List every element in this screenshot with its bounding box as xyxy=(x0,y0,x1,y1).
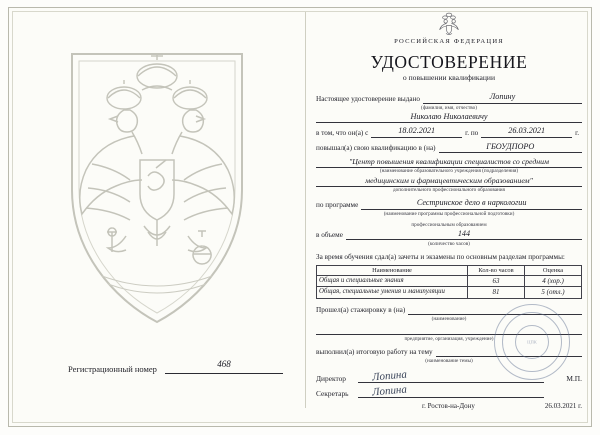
patronymic-row xyxy=(316,112,582,124)
volume-label: в объеме xyxy=(316,231,343,239)
seal-label: М.П. xyxy=(566,374,582,383)
organization-caption-2: дополнительного профессионального образования xyxy=(393,187,505,193)
final-work-field xyxy=(436,346,582,358)
period-year-label: г. xyxy=(575,128,579,137)
program-row xyxy=(316,198,582,210)
registration-number-label: Регистрационный номер xyxy=(68,364,157,374)
issue-date-value: 26.03.2021 г. xyxy=(544,402,582,410)
period-to-label: г. по xyxy=(465,128,479,137)
internship-caption: предприятие, организация, учреждение) xyxy=(404,335,494,342)
program-field xyxy=(361,198,582,210)
qualification-row xyxy=(316,142,582,154)
qualification-label: повышал(а) свою квалификацию в (на) xyxy=(316,144,436,152)
document-title: УДОСТОВЕРЕНИЕ xyxy=(370,52,528,72)
stamp-center-text: ЦПК xyxy=(527,339,537,345)
director-label: Директор xyxy=(316,374,346,383)
internship-caption-top: (наименование) xyxy=(431,316,467,322)
director-row xyxy=(316,368,582,384)
organization-short-value: ГБОУДПОРО xyxy=(486,141,535,151)
organization-line-2: медицинским и фармацевтическим образованием" xyxy=(316,175,582,187)
volume-row xyxy=(316,229,582,241)
document-body xyxy=(316,92,582,410)
volume-caption: (количество часов) xyxy=(428,241,470,247)
volume-field xyxy=(346,229,582,241)
organization-short-field xyxy=(439,142,582,154)
small-eagle-emblem-icon xyxy=(438,12,460,36)
volume-caption-top: профессиональным образованием xyxy=(411,221,487,228)
panel-divider xyxy=(305,12,306,408)
internship-row-2 xyxy=(316,323,582,335)
city-date-row xyxy=(316,401,582,410)
surname-caption: (фамилия, имя, отчество) xyxy=(421,104,477,111)
director-signature-line xyxy=(358,368,544,384)
registration-number-row xyxy=(68,354,283,374)
issued-to-value: Лопину xyxy=(489,92,516,101)
patronymic-value: Николаю Николаевичу xyxy=(410,111,488,121)
period-from-label: в том, что он(а) с xyxy=(316,128,369,137)
period-to-field xyxy=(481,126,572,138)
exam-note: За время обучения сдал(а) зачеты и экзамены по основным разделам программы: xyxy=(316,253,565,261)
city-spacer xyxy=(316,401,358,410)
city-value: г. Ростов-на-Дону xyxy=(422,402,475,410)
marks-row-1-hours: 63 xyxy=(468,275,525,287)
director-signature: Лопина xyxy=(371,368,408,384)
period-from-value: 18.02.2021 xyxy=(398,126,436,135)
program-value: Сестринское дело в наркологии xyxy=(416,198,527,207)
marks-row-2-hours: 81 xyxy=(468,287,525,299)
marks-header-hours: Кол-во часов xyxy=(468,265,525,275)
final-work-label: выполнил(а) итоговую работу на тему xyxy=(316,348,433,356)
secretary-label: Секретарь xyxy=(316,389,349,398)
internship-label: Прошел(а) стажировку в (на) xyxy=(316,306,406,314)
internship-field xyxy=(408,304,582,316)
marks-table-header-row xyxy=(317,265,582,275)
period-to-value: 26.03.2021 xyxy=(508,126,546,135)
marks-row-1-mark: 4 (хор.) xyxy=(525,275,582,287)
registration-number-value: 468 xyxy=(217,359,231,369)
marks-row-1-name: Общая и специальные знания xyxy=(317,275,468,287)
table-row xyxy=(317,287,582,299)
issued-to-row xyxy=(316,92,582,104)
secretary-signature-line xyxy=(358,383,544,399)
marks-header-name: Наименование xyxy=(317,265,468,275)
secretary-signature: Лопина xyxy=(371,383,408,399)
marks-table xyxy=(316,265,582,299)
organization-caption-1: (наименование образовательного учреждения (подразделения) xyxy=(379,168,519,174)
program-label: по программе xyxy=(316,200,359,209)
marks-row-2-mark: 5 (отл.) xyxy=(525,287,582,299)
volume-value: 144 xyxy=(457,228,471,238)
issued-to-field xyxy=(423,92,582,104)
seal-label-spacer xyxy=(544,389,582,398)
document-subtitle: о повышении квалификации xyxy=(402,73,496,82)
secretary-row xyxy=(316,383,582,399)
final-work-caption: (наименование темы) xyxy=(425,358,473,364)
left-panel xyxy=(12,12,302,408)
small-eagle-svg xyxy=(438,12,460,36)
right-panel xyxy=(310,12,588,408)
signature-block xyxy=(316,368,582,410)
internship-field-2 xyxy=(316,323,582,335)
marks-row-2-name: Общая, специальные умения и манипуляции xyxy=(317,287,468,299)
coat-of-arms-icon xyxy=(52,40,262,330)
program-caption: (наименование программы профессиональной подготовки) xyxy=(383,210,515,217)
registration-number-field xyxy=(165,354,283,374)
table-row xyxy=(317,275,582,287)
issued-to-label: Настоящее удостоверение выдано xyxy=(316,94,421,103)
marks-header-mark: Оценка xyxy=(525,265,582,275)
coat-of-arms-svg xyxy=(52,40,262,330)
organization-line-1: "Центр повышения квалификации специалистов со средним xyxy=(316,156,582,168)
final-work-row xyxy=(316,346,582,358)
internship-row xyxy=(316,304,582,316)
federation-line: РОССИЙСКАЯ ФЕДЕРАЦИЯ xyxy=(394,38,504,45)
period-row xyxy=(316,126,582,138)
period-from-field xyxy=(371,126,462,138)
patronymic-field xyxy=(316,112,582,124)
